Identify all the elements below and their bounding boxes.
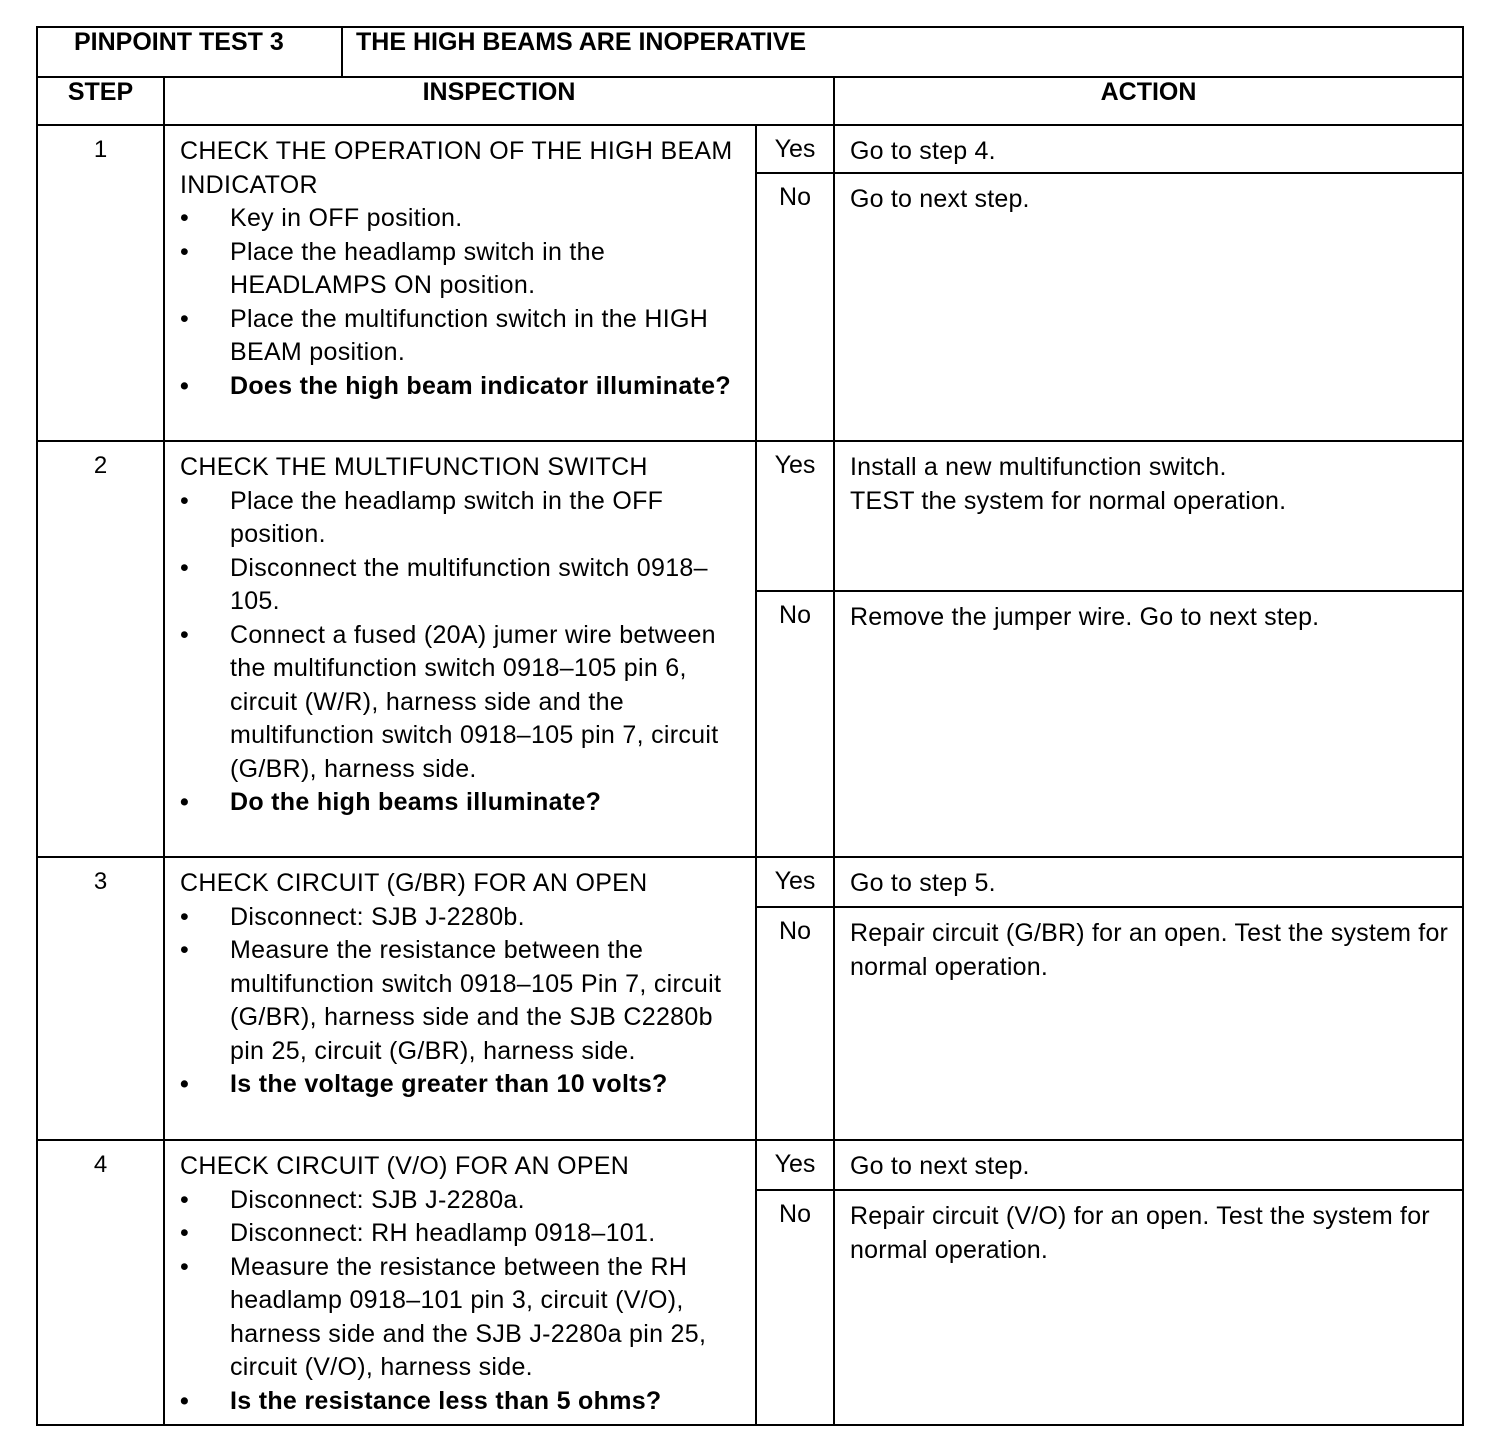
action-line: Go to step 5.	[850, 869, 996, 897]
inspection-question: • Is the voltage greater than 10 volts?	[180, 1068, 749, 1102]
step-number: 2	[37, 441, 164, 857]
step-row	[37, 1140, 1463, 1190]
no-label: No	[756, 591, 834, 857]
inspection-bullet: • Disconnect: SJB J-2280b.	[180, 901, 749, 935]
pinpoint-test-table	[36, 26, 1464, 1426]
step-number: 3	[37, 857, 164, 1140]
inspection-bullets	[180, 1184, 749, 1419]
action-line: Repair circuit (G/BR) for an open. Test the system for normal operation.	[850, 919, 1449, 981]
step-heading: CHECK THE OPERATION OF THE HIGH BEAM INDICATOR	[180, 137, 733, 199]
header-row	[37, 77, 1463, 125]
yes-action	[834, 1140, 1463, 1190]
inspection-bullet: • Connect a fused (20A) jumer wire between the multifunction switch 0918–105 pin 6, circuit (W/R), harness side and the multifunction switch 0918–105 pin 7, circuit (G/BR), harness side.	[180, 619, 749, 787]
action-line: Remove the jumper wire. Go to next step.	[850, 603, 1320, 631]
test-id: PINPOINT TEST 3	[37, 27, 342, 77]
action-line: Go to next step.	[850, 1152, 1030, 1180]
step-row	[37, 857, 1463, 907]
inspection-bullet: • Place the headlamp switch in the HEADLAMPS ON position.	[180, 236, 749, 303]
step-number: 4	[37, 1140, 164, 1425]
inspection-cell	[164, 857, 756, 1140]
no-label: No	[756, 907, 834, 1140]
inspection-bullets	[180, 901, 749, 1102]
yes-label: Yes	[756, 125, 834, 173]
inspection-question: • Is the resistance less than 5 ohms?	[180, 1385, 749, 1419]
yes-label: Yes	[756, 857, 834, 907]
no-action	[834, 173, 1463, 441]
inspection-bullet: • Disconnect: SJB J-2280a.	[180, 1184, 749, 1218]
inspection-bullets	[180, 485, 749, 820]
step-row	[37, 441, 1463, 591]
inspection-column-header: INSPECTION	[164, 77, 834, 125]
inspection-bullet: • Key in OFF position.	[180, 202, 749, 236]
no-action	[834, 907, 1463, 1140]
action-line: Go to step 4.	[850, 137, 996, 165]
inspection-bullets	[180, 202, 749, 403]
inspection-bullet: • Measure the resistance between the RH headlamp 0918–101 pin 3, circuit (V/O), harness side and the SJB J-2280a pin 25, circuit (V/O), harness side.	[180, 1251, 749, 1385]
inspection-bullet: • Disconnect the multifunction switch 0918–105.	[180, 552, 749, 619]
action-line: TEST the system for normal operation.	[850, 486, 1287, 515]
test-title: THE HIGH BEAMS ARE INOPERATIVE	[342, 27, 1463, 77]
inspection-bullet: • Measure the resistance between the multifunction switch 0918–105 Pin 7, circuit (G/BR), harness side and the SJB C2280b pin 25, circuit (G/BR), harness side.	[180, 934, 749, 1068]
no-label: No	[756, 1190, 834, 1425]
step-heading: CHECK CIRCUIT (V/O) FOR AN OPEN	[180, 1152, 630, 1180]
yes-action	[834, 857, 1463, 907]
step-column-header: STEP	[37, 77, 164, 125]
no-action	[834, 591, 1463, 857]
step-heading: CHECK CIRCUIT (G/BR) FOR AN OPEN	[180, 869, 648, 897]
inspection-cell	[164, 1140, 756, 1425]
yes-label: Yes	[756, 441, 834, 591]
inspection-bullet: • Place the multifunction switch in the HIGH BEAM position.	[180, 303, 749, 370]
action-line: Go to next step.	[850, 185, 1030, 213]
inspection-bullet: • Disconnect: RH headlamp 0918–101.	[180, 1217, 749, 1251]
action-line: Repair circuit (V/O) for an open. Test the system for normal operation.	[850, 1202, 1430, 1264]
inspection-cell	[164, 125, 756, 441]
inspection-question: • Does the high beam indicator illuminate?	[180, 370, 749, 404]
step-heading: CHECK THE MULTIFUNCTION SWITCH	[180, 453, 648, 481]
title-row	[37, 27, 1463, 77]
no-label: No	[756, 173, 834, 441]
action-line: Install a new multifunction switch.	[850, 453, 1227, 481]
step-number: 1	[37, 125, 164, 441]
inspection-cell	[164, 441, 756, 857]
inspection-question: • Do the high beams illuminate?	[180, 786, 749, 820]
yes-label: Yes	[756, 1140, 834, 1190]
inspection-bullet: • Place the headlamp switch in the OFF position.	[180, 485, 749, 552]
yes-action	[834, 441, 1463, 591]
yes-action	[834, 125, 1463, 173]
no-action	[834, 1190, 1463, 1425]
step-row	[37, 125, 1463, 173]
action-column-header: ACTION	[834, 77, 1463, 125]
